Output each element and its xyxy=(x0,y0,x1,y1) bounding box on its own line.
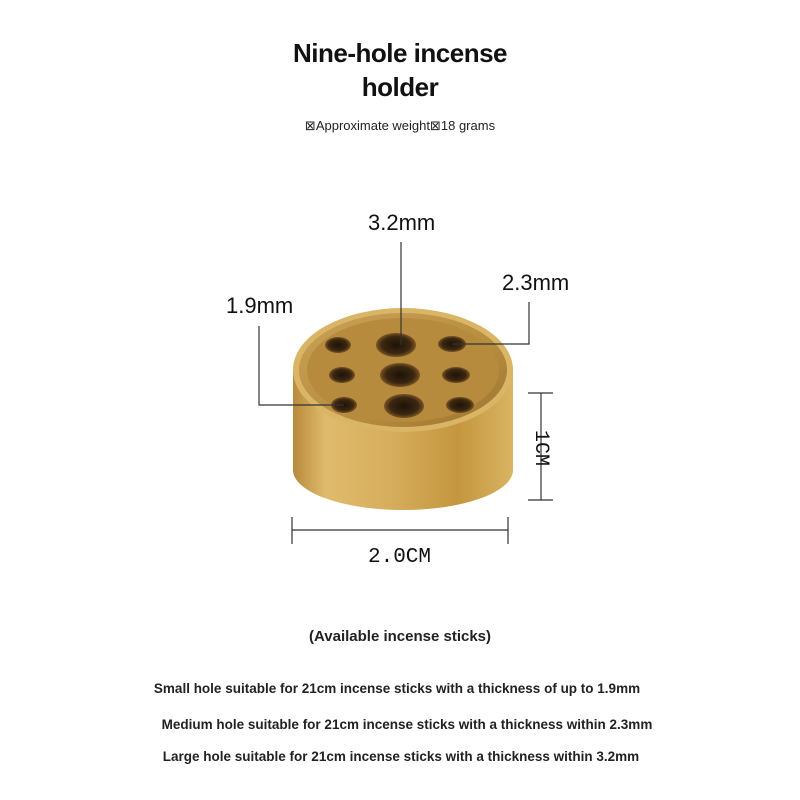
title-line-1: Nine-hole incense xyxy=(293,38,507,68)
holes xyxy=(325,333,474,418)
weight-note: ⊠Approximate weight⊠18 grams xyxy=(304,118,496,133)
height-dimension: 1CM xyxy=(529,430,552,467)
spec-medium-hole: Medium hole suitable for 21cm incense sticks with a thickness within 2.3mm xyxy=(161,717,653,732)
width-dimension: 2.0CM xyxy=(368,546,432,569)
spec-small-hole: Small hole suitable for 21cm incense sticks with a thickness of up to 1.9mm xyxy=(153,681,641,696)
left-hole-size: 1.9mm xyxy=(226,293,294,318)
center-hole-size: 3.2mm xyxy=(368,210,436,235)
spec-large-hole: Large hole suitable for 21cm incense sticks with a thickness within 3.2mm xyxy=(162,749,640,764)
caption: (Available incense sticks) xyxy=(308,628,492,645)
right-hole-size: 2.3mm xyxy=(502,270,570,295)
title-line-2: holder xyxy=(361,72,439,102)
